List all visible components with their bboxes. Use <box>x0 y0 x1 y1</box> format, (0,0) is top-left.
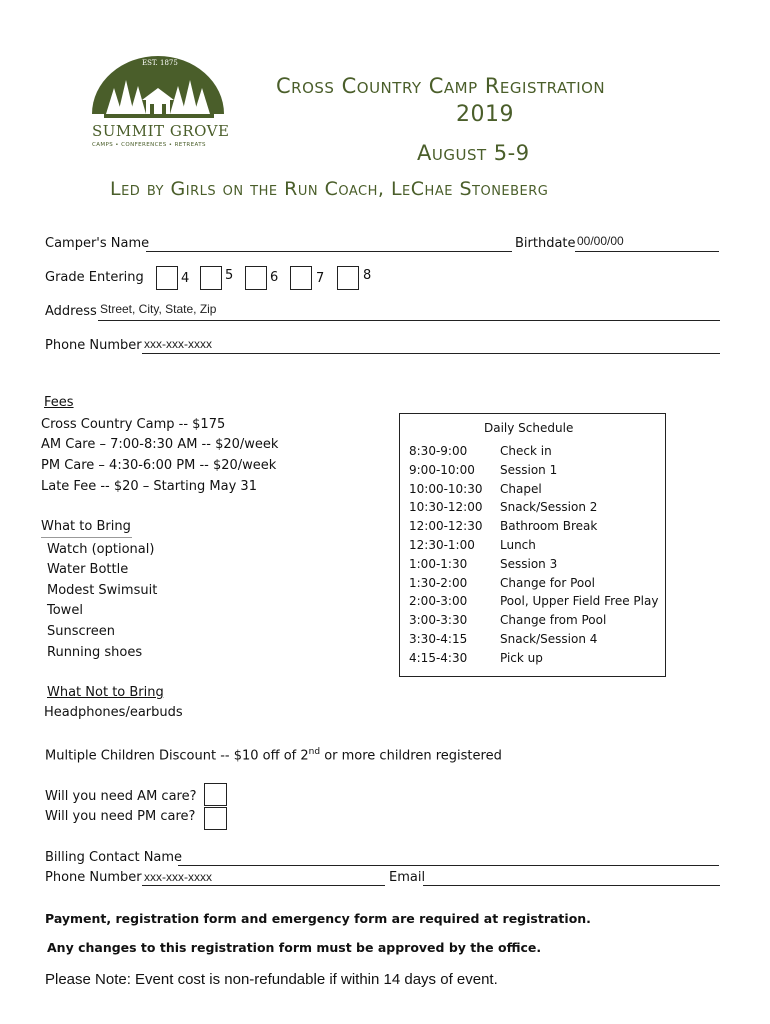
fee-item: Late Fee -- $20 – Starting May 31 <box>41 479 257 494</box>
schedule-activity: Check in <box>500 444 552 458</box>
grade-8-checkbox[interactable] <box>337 266 359 290</box>
fees-heading: Fees <box>44 395 74 410</box>
logo-est: EST. 1875 <box>142 59 178 67</box>
fee-item: Cross Country Camp -- $175 <box>41 417 226 432</box>
fee-item: PM Care – 4:30-6:00 PM -- $20/week <box>41 458 277 473</box>
bring-heading-rule <box>41 537 132 538</box>
logo-name: SUMMIT GROVE <box>92 122 230 140</box>
bring-item: Sunscreen <box>47 624 115 639</box>
billing-email-label: Email <box>389 870 426 885</box>
not-bring-heading: What Not to Bring <box>47 685 164 700</box>
grade-5-checkbox[interactable] <box>200 266 222 290</box>
schedule-time: 1:00-1:30 <box>409 556 468 571</box>
billing-name-field[interactable] <box>178 865 719 866</box>
daily-schedule-box <box>399 413 666 677</box>
discount-prefix: Multiple Children Discount -- $10 off of 2 <box>45 748 309 764</box>
grade-6-checkbox[interactable] <box>245 266 267 290</box>
billing-phone-field[interactable] <box>142 885 385 886</box>
grade-4-checkbox[interactable] <box>156 266 178 290</box>
schedule-activity: Change from Pool <box>500 613 607 628</box>
birthdate-field[interactable] <box>575 251 719 252</box>
schedule-activity: Change for Pool <box>500 575 595 590</box>
schedule-time: 3:00-3:30 <box>409 613 468 628</box>
schedule-time: 8:30-9:00 <box>409 444 468 458</box>
summit-grove-logo <box>84 52 234 160</box>
bring-item: Watch (optional) <box>47 542 155 557</box>
schedule-activity: Chapel <box>500 481 542 496</box>
bring-item: Towel <box>47 603 83 618</box>
schedule-time: 10:30-12:00 <box>409 500 483 515</box>
billing-phone-value: xxx-xxx-xxxx <box>144 870 212 884</box>
page-title: Cross Country Camp Registration <box>276 74 606 98</box>
page-subtitle: Led by Girls on the Run Coach, LeChae Stoneberg <box>110 178 549 200</box>
logo-tagline: CAMPS • CONFERENCES • RETREATS <box>92 142 206 148</box>
schedule-activity: Pick up <box>500 650 543 665</box>
am-care-checkbox[interactable] <box>204 783 227 806</box>
schedule-time: 9:00-10:00 <box>409 462 475 477</box>
discount-suffix: or more children registered <box>320 748 502 764</box>
grade-label: Grade Entering <box>45 270 144 285</box>
schedule-time: 12:00-12:30 <box>409 519 483 534</box>
discount-sup: nd <box>308 747 321 757</box>
schedule-time: 2:00-3:00 <box>409 594 468 609</box>
am-care-label: Will you need AM care? <box>45 789 197 804</box>
discount-text <box>45 747 502 763</box>
address-label: Address <box>45 304 97 319</box>
camper-name-label: Camper's Name <box>45 236 150 251</box>
grade-4-label: 4 <box>181 271 190 286</box>
grade-5-label: 5 <box>225 268 234 283</box>
phone-field[interactable] <box>142 353 720 354</box>
phone-label: Phone Number <box>45 338 142 353</box>
address-field[interactable] <box>98 320 720 321</box>
schedule-activity: Session 1 <box>500 462 558 477</box>
pm-care-label: Will you need PM care? <box>45 809 196 824</box>
birthdate-value: 00/00/00 <box>577 234 624 248</box>
note-refund: Please Note: Event cost is non-refundable if within 14 days of event. <box>45 971 498 988</box>
page-year: 2019 <box>456 102 514 127</box>
phone-value: xxx-xxx-xxxx <box>144 337 212 351</box>
grade-7-label: 7 <box>316 271 325 286</box>
pm-care-checkbox[interactable] <box>204 807 227 830</box>
camper-name-field[interactable] <box>146 251 512 252</box>
schedule-activity: Snack/Session 2 <box>500 500 598 515</box>
schedule-activity: Session 3 <box>500 556 558 571</box>
camp-dates: August 5-9 <box>417 141 530 165</box>
schedule-time: 12:30-1:00 <box>409 538 475 552</box>
grade-6-label: 6 <box>270 270 279 285</box>
address-value: Street, City, State, Zip <box>100 302 217 316</box>
schedule-time: 4:15-4:30 <box>409 650 468 665</box>
billing-phone-label: Phone Number <box>45 870 142 885</box>
schedule-activity: Bathroom Break <box>500 519 598 534</box>
schedule-activity: Snack/Session 4 <box>500 632 598 646</box>
bring-heading: What to Bring <box>41 519 131 534</box>
schedule-activity: Lunch <box>500 538 536 552</box>
birthdate-label: Birthdate <box>515 236 576 251</box>
fee-item: AM Care – 7:00-8:30 AM -- $20/week <box>41 437 279 452</box>
grade-7-checkbox[interactable] <box>290 266 312 290</box>
bring-item: Modest Swimsuit <box>47 583 158 598</box>
grade-8-label: 8 <box>363 268 372 283</box>
billing-email-field[interactable] <box>423 885 720 886</box>
schedule-time: 10:00-10:30 <box>409 481 483 496</box>
schedule-heading: Daily Schedule <box>484 421 574 435</box>
schedule-activity: Pool, Upper Field Free Play <box>500 594 659 609</box>
schedule-time: 3:30-4:15 <box>409 632 468 646</box>
bring-item: Running shoes <box>47 645 143 660</box>
bring-item: Water Bottle <box>47 562 129 577</box>
not-bring-item: Headphones/earbuds <box>44 705 183 720</box>
note-changes: Any changes to this registration form must be approved by the office. <box>47 940 542 955</box>
billing-name-label: Billing Contact Name <box>45 850 183 865</box>
note-required: Payment, registration form and emergency form are required at registration. <box>45 911 591 926</box>
schedule-time: 1:30-2:00 <box>409 575 468 590</box>
